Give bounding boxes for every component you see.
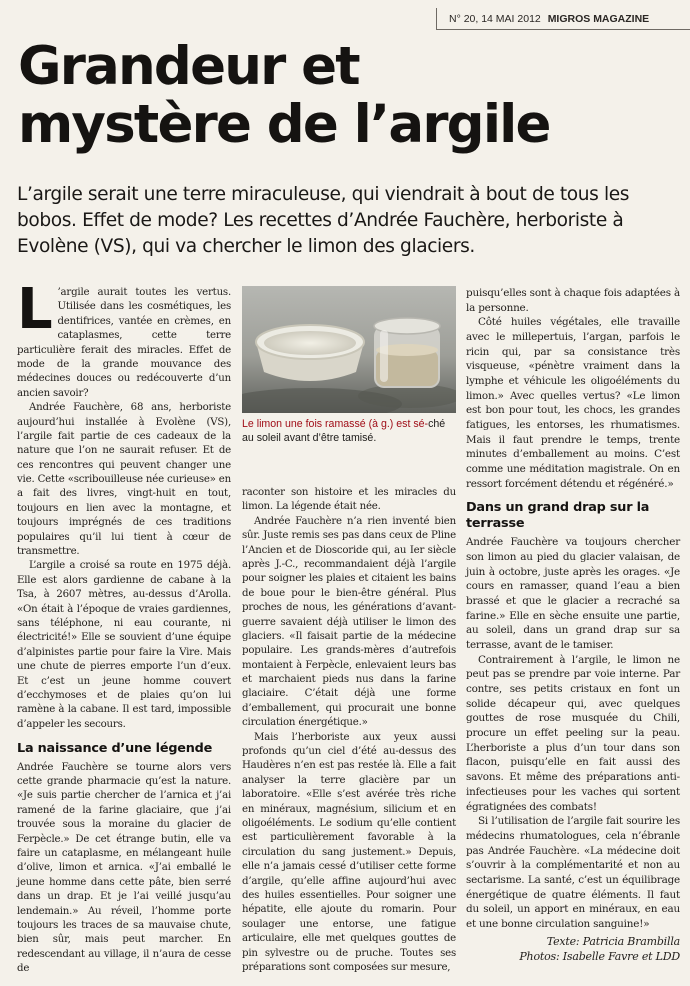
drop-cap: L [17, 277, 53, 342]
title-line-1: Grandeur et [18, 36, 359, 97]
paragraph-8: puisqu’elles sont à chaque fois adaptées à la personne. [466, 287, 680, 314]
subheading-legend: La naissance d’une légende [17, 741, 213, 757]
column-1 [17, 277, 231, 976]
paragraph-11: Contrairement à l’argile, le limon ne peut pas se prendre par voie interne. Par contre, ses petits cristaux en font un solide décapeur qui, avec quelques gouttes de rose musquée du Chili, procure un effet peeling sur la peau. L’herboriste a plus d’un tour dans son flacon, puisqu’elle en fait aussi des savons. Et même des préparations anti-infectieuses pour les vaches qui sortent égratignées des combats! [466, 653, 680, 813]
article-title [18, 38, 678, 154]
paragraph-2: Andrée Fauchère, 68 ans, herboriste aujourd’hui installée à Evolène (VS), l’argile fait partie de ces cadeaux de la nature que l’on ne saurait refuser. Et de ces rencontres qui peuvent changer une vie. Cette «scribouilleuse née curieuse» en a fait des livres, vingt-huit en tout, toujours en lien avec la montagne, et toujours imprégnés de ces traditions populaires qu’il lui tient à cœur de transmettre. [17, 402, 231, 558]
text-credit: Texte: Patricia Brambilla [546, 934, 680, 948]
paragraph-12: Si l’utilisation de l’argile fait sourire les médecins rhumatologues, cela n’ébranle pas Andrée Fauchère. «La médecine doit s’ouvrir à la complémentarité et non au sectarisme. La santé, c’est un équilibrage énergétique de quatre éléments. Il faut du soleil, un apport en minéraux, en eau et une bonne circulation sanguine!» [466, 815, 680, 930]
paragraph-6: Andrée Fauchère n’a rien inventé bien sûr. Juste remis ses pas dans ceux de Pline l’Ancien et de Dioscoride qui, au Ier siècle après J.-C., recommandaient déjà l’argile pour soigner les plaies et citaient les bains de boue pour le bien-être général. Plus proches de nous, les générations d’avant-guerre savaient déjà utiliser le limon des glaciers. «Il faisait partie de la médecine populaire. Les grands-mères d’autrefois montaient à Ferpècle, enlevaient leurs bas et marchaient pieds nus dans la farine glaciaire. C’était déjà une forme d’emballement, qui procurait une bonne circulation énergétique.» [242, 515, 456, 729]
paragraph-5: raconter son histoire et les miracles du limon. La légende était née. [242, 487, 456, 513]
paragraph-9: Côté huiles végétales, elle travaille avec le millepertuis, l’argan, parfois le ricin qui, par sa consistance très visqueuse, «pénètre vraiment dans la lymphe et véhicule les oligoéléments du limon.» Avec quelles vertus? «Le limon est bon pour tout, les chocs, les grandes fatigues, les entorses, les rhumatismes. Mais il faut prendre le temps, trente minutes d’emballement au moins. C’est comme une méditation magistrale. On en ressort forcément détendu et régénéré.» [466, 316, 680, 490]
paragraph-3: L’argile a croisé sa route en 1975 déjà. Elle est alors gardienne de cabane à la Tsa, à 2607 mètres, au-dessus d’Arolla. «On était à l’époque de vraies gardiennes, sans téléphone, ni eau courante, ni électricité!» Elle se souvient d’une équipe d’alpinistes partie pour faire la Vire. Mais une chute de pierres emporte l’un d’eux. Et c’est un jeune homme couvert d’ecchymoses et de plaies qu’on lui ramène à la cabane. Il est tard, impossible d’appeler les secours. [17, 560, 231, 730]
paragraph-10: Andrée Fauchère va toujours chercher son limon au pied du glacier valaisan, de juin à octobre, juste après les orages. «Je cours en ramasser, quand l’eau a bien brassé et que le glacier a recraché sa farine.» Elle en sèche ensuite une partie, au soleil, dans un grand drap sur sa terrasse, avant de le tamiser. [466, 536, 680, 652]
caption-highlight: Le limon une fois ramassé (à g.) est sé- [242, 418, 429, 430]
paragraph-7: Mais l’herboriste aux yeux aussi profonds qu’un ciel d’été au-dessus des Haudères n’en est pas restée là. Elle a fait analyser la terre glacière par un laboratoire. «Elle s’est avérée très riche en minéraux, magnésium, silicium et en oligoéléments. Le sodium qu’elle contient est particulièrement favorable à la circulation du sang justement.» Depuis, elle n’a jamais cessé d’utiliser cette forme d’argile, qu’elle affine aujourd’hui avec des huiles essentielles. Pour soigner une hépatite, elle ajoute du romarin. Pour soulager une entorse, une fatigue articulaire, elle met quelques gouttes de pin sylvestre ou de pruche. Toutes ses préparations sont composées sur mesure, [242, 731, 456, 973]
clay-bowls-photo [242, 286, 456, 413]
photo-credit: Photos: Isabelle Favre et LDD [519, 949, 680, 963]
magazine-name: MIGROS MAGAZINE [547, 13, 650, 25]
photo-block [242, 286, 456, 479]
photo-caption [242, 417, 456, 445]
title-line-2: mystère de l’argile [18, 94, 550, 155]
article-lead: L’argile serait une terre miraculeuse, qui viendrait à bout de tous les bobos. Effet de mode? Les recettes d’Andrée Fauchère, herboriste à Evolène (VS), qui va chercher le limon des glaciers. [17, 184, 630, 257]
caption-rest: ché au soleil avant d’être tamisé. [242, 418, 446, 444]
subheading-terrace: Dans un grand drap sur la terrasse [466, 500, 650, 531]
column-2 [242, 486, 456, 975]
issue-date: N° 20, 14 MAI 2012 [449, 13, 541, 25]
paragraph-1 [17, 277, 231, 401]
page-header [436, 8, 690, 30]
column-3 [466, 286, 680, 964]
paragraph-1-text: ’argile aurait toutes les vertus. Utilisée dans les cosmétiques, les dentifrices, vantée en crèmes, en cataplasmes, cette terre particulière ferait des miracles. Effet de mode de la grande mouvance des médecines douces ou redécouverte d’un ancien savoir? [17, 287, 231, 399]
paragraph-4: Andrée Fauchère se tourne alors vers cette grande pharmacie qu’est la nature. «Je suis partie chercher de l’arnica et j’ai ramené de la farine glaciaire, que j’ai trouvée sous la moraine du glacier de Ferpècle.» De cet étrange butin, elle va faire un cataplasme, en mélangeant huile d’olive, limon et arnica. «J’ai emballé le jeune homme dans cette pâte, bien serré dans un drap. Et je l’ai veillé jusqu’au lendemain.» Au réveil, l’homme porte toujours les traces de sa mauvaise chute, bien sûr, mais peut marcher. En redescendant au village, il n’aura de cesse de [17, 761, 231, 975]
article-credits [466, 934, 680, 964]
